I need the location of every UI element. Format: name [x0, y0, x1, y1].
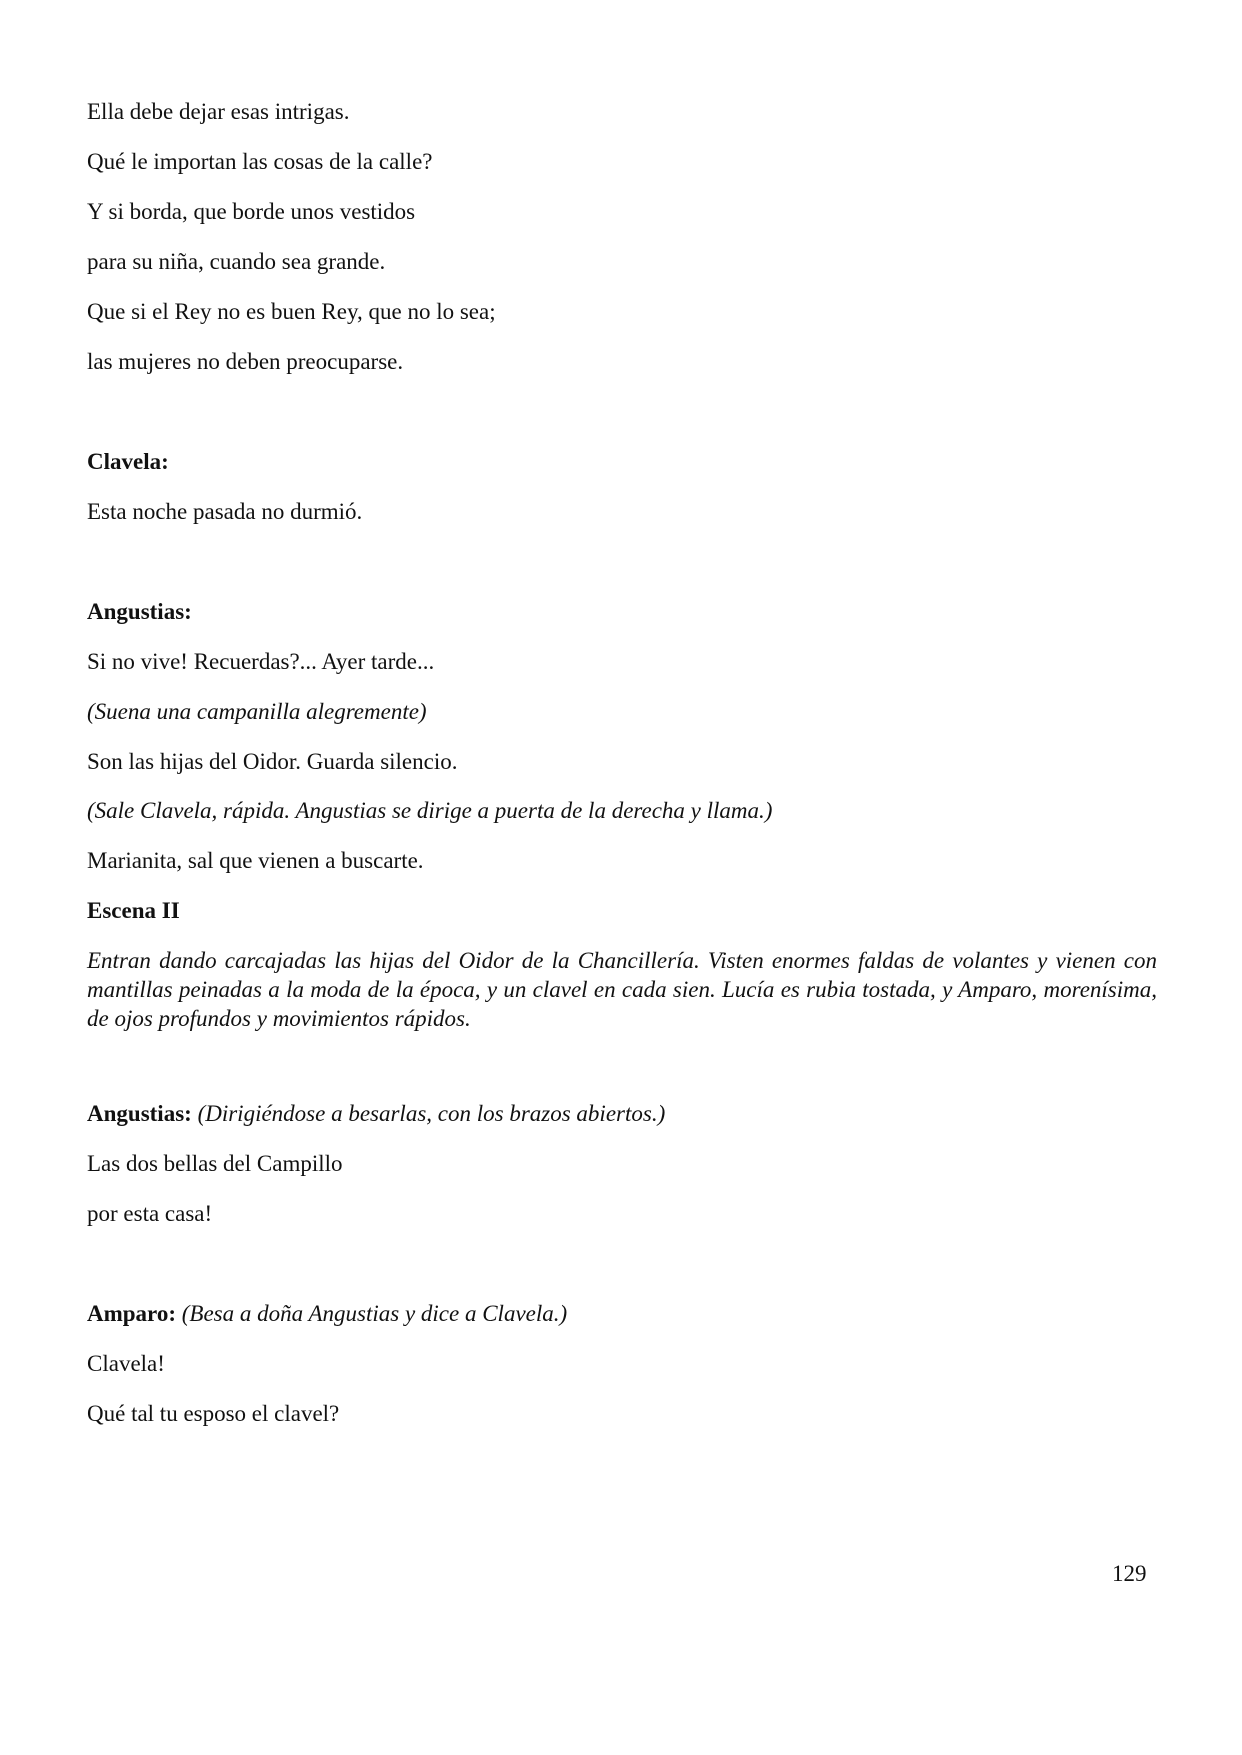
verse-line: Esta noche pasada no durmió. — [87, 499, 363, 524]
verse-line: Qué tal tu esposo el clavel? — [87, 1401, 340, 1426]
speaker-angustias: Angustias: — [87, 1101, 192, 1126]
verse-line: Las dos bellas del Campillo — [87, 1151, 343, 1176]
speaker-line-amparo — [87, 1300, 567, 1328]
stage-direction: (Sale Clavela, rápida. Angustias se dirige a puerta de la derecha y llama.) — [87, 798, 773, 823]
stage-direction: (Dirigiéndose a besarlas, con los brazos abiertos.) — [197, 1101, 666, 1126]
speaker-line-angustias — [87, 1100, 665, 1128]
verse-line: Ella debe dejar esas intrigas. — [87, 99, 350, 124]
verse-line: Clavela! — [87, 1351, 165, 1376]
verse-line: las mujeres no deben preocuparse. — [87, 349, 404, 374]
verse-line: Que si el Rey no es buen Rey, que no lo sea; — [87, 299, 496, 324]
stage-direction: (Suena una campanilla alegremente) — [87, 699, 427, 724]
verse-line: para su niña, cuando sea grande. — [87, 249, 386, 274]
speaker-amparo: Amparo: — [87, 1301, 177, 1326]
scene-description: Entran dando carcajadas las hijas del Oidor de la Chancillería. Visten enormes faldas de volantes y vienen con mantillas peinadas a la moda de la época, y un clavel en cada sien. Lucía es rubia tostada, y Amparo, morenísima, de ojos profundos y movimientos rápidos. — [87, 948, 1157, 1031]
verse-line: Y si borda, que borde unos vestidos — [87, 199, 416, 224]
speaker-angustias: Angustias: — [87, 599, 192, 624]
verse-line: Marianita, sal que vienen a buscarte. — [87, 848, 424, 873]
verse-line: Son las hijas del Oidor. Guarda silencio. — [87, 749, 458, 774]
scene-heading: Escena II — [87, 898, 180, 923]
verse-line: por esta casa! — [87, 1201, 213, 1226]
speaker-clavela: Clavela: — [87, 449, 169, 474]
page-number: 129 — [1112, 1561, 1147, 1586]
stage-direction: (Besa a doña Angustias y dice a Clavela.) — [181, 1301, 568, 1326]
verse-line: Si no vive! Recuerdas?... Ayer tarde... — [87, 649, 435, 674]
verse-line: Qué le importan las cosas de la calle? — [87, 149, 433, 174]
